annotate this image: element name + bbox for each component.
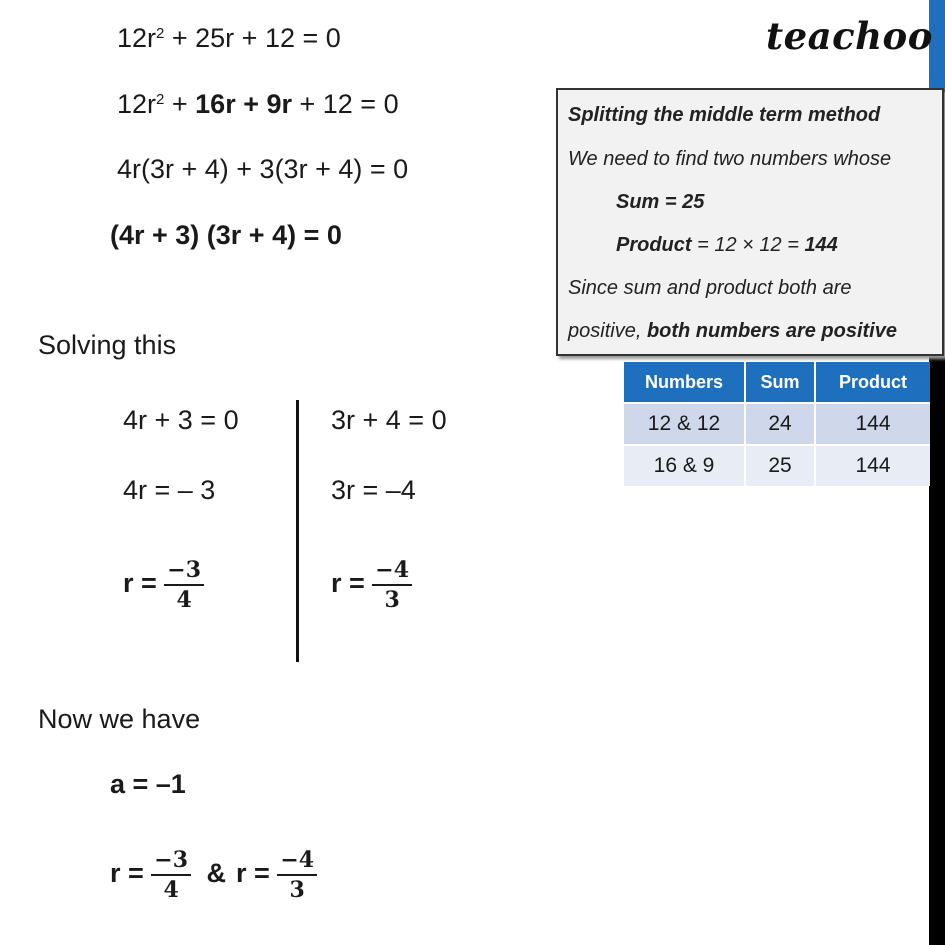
step-line-2 [117, 88, 399, 120]
solving-heading: Solving this [38, 330, 177, 360]
note-line-5: Since sum and product both are [568, 277, 852, 299]
left-numerator: −3 [164, 558, 204, 586]
result-fraction-2 [277, 848, 317, 902]
right-r-label: r = [331, 568, 373, 599]
table-row [624, 445, 930, 486]
column-divider [296, 400, 299, 662]
result-ampersand: & [206, 858, 227, 889]
table-header: Product [815, 362, 930, 403]
pairs-table [624, 362, 930, 486]
step-line-3: 4r(3r + 4) + 3(3r + 4) = 0 [117, 154, 409, 184]
table-header: Numbers [624, 362, 745, 403]
step-1-part-b: + 25r + 12 = 0 [164, 23, 341, 53]
left-r-label: r = [123, 568, 165, 599]
table-header: Sum [745, 362, 815, 403]
method-note-box [556, 88, 944, 356]
result-r1-numerator: −3 [151, 848, 191, 876]
left-eq-1: 4r + 3 = 0 [123, 405, 239, 435]
right-denominator: 3 [384, 587, 400, 613]
left-denominator: 4 [176, 587, 192, 613]
step-line-4: (4r + 3) (3r + 4) = 0 [110, 220, 342, 250]
now-heading: Now we have [38, 704, 201, 734]
step-1-part-a: 12r [117, 23, 157, 53]
note-sum: Sum = 25 [616, 191, 705, 213]
table-cell: 16 & 9 [624, 445, 745, 486]
result-r2-denominator: 3 [289, 877, 305, 903]
left-r-value [123, 558, 204, 612]
step-2-split-terms: 16r + 9r [195, 89, 292, 119]
left-eq-2: 4r = – 3 [123, 475, 216, 505]
note-line-2: We need to find two numbers whose [568, 148, 892, 170]
table-cell: 25 [745, 445, 815, 486]
result-fraction-1 [151, 848, 191, 902]
table-cell: 144 [815, 445, 930, 486]
right-numerator: −4 [372, 558, 412, 586]
note-line-6a: positive, [568, 320, 647, 342]
step-1-exponent: 2 [156, 25, 165, 42]
table-cell: 24 [745, 403, 815, 445]
note-product [616, 234, 838, 257]
right-r-value [331, 558, 412, 612]
step-2-part-b: + [164, 89, 196, 119]
note-product-expr: = 12 × 12 = [691, 234, 805, 256]
right-fraction [372, 558, 412, 612]
table-cell: 144 [815, 403, 930, 445]
teachoo-logo: teachoo [766, 14, 933, 58]
result-r-values [110, 848, 317, 902]
step-2-exponent: 2 [156, 91, 165, 108]
step-line-1 [117, 22, 341, 54]
step-2-part-a: 12r [117, 89, 157, 119]
result-r2-label: r = [236, 858, 278, 889]
step-2-part-d: + 12 = 0 [292, 89, 399, 119]
table-header-row [624, 362, 930, 403]
note-line-6 [568, 320, 897, 343]
right-eq-1: 3r + 4 = 0 [331, 405, 447, 435]
result-r1-denominator: 4 [163, 877, 179, 903]
result-r1-label: r = [110, 858, 152, 889]
note-line-6b: both numbers are positive [646, 320, 897, 342]
right-eq-2: 3r = –4 [331, 475, 416, 505]
result-r2-numerator: −4 [277, 848, 317, 876]
note-title: Splitting the middle term method [568, 104, 881, 126]
note-product-value: 144 [804, 234, 838, 256]
left-fraction [164, 558, 204, 612]
table-row [624, 403, 930, 445]
note-product-label: Product [616, 234, 692, 256]
result-a: a = –1 [110, 769, 186, 799]
table-cell: 12 & 12 [624, 403, 745, 445]
